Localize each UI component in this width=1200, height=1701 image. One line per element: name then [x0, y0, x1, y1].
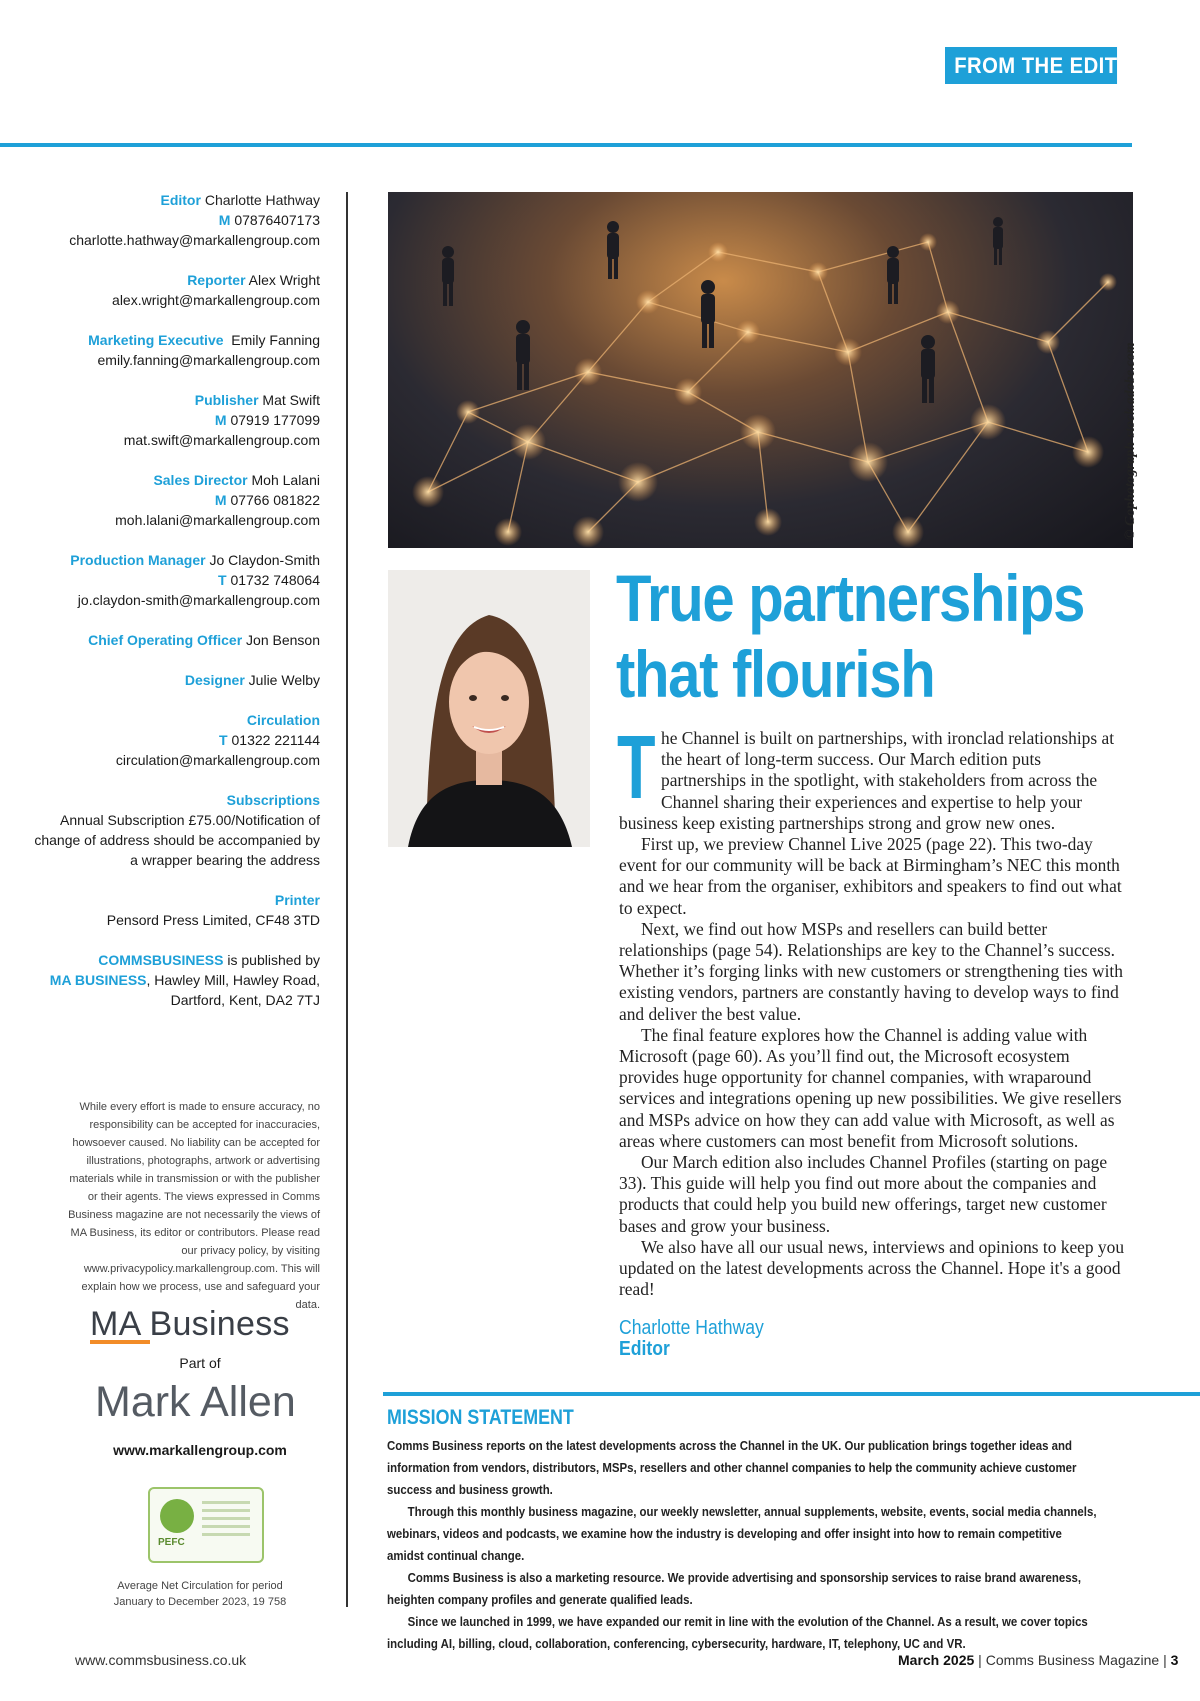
- footer-issue-info: [898, 1652, 1179, 1668]
- article-paragraph: [617, 718, 1130, 834]
- portrait-illustration: [388, 570, 590, 847]
- article-paragraph: First up, we preview Channel Live 2025 (page 22). This two-day event for our community will be back at Birmingham’s NEC this month and we hear from the organiser, exhibitors and speakers to find out what to expect.: [619, 834, 1122, 918]
- phone-number: 07919 177099: [230, 412, 320, 428]
- photo-credit: © Gophotograph-stock.adobe.com: [1123, 342, 1138, 540]
- masthead-publisher: [20, 390, 320, 450]
- role-label: Reporter: [187, 272, 246, 288]
- masthead-editor: [20, 190, 320, 250]
- printer-text: Pensord Press Limited, CF48 3TD: [106, 912, 320, 928]
- email-link[interactable]: mat.swift@markallengroup.com: [123, 432, 320, 448]
- email-link[interactable]: jo.claydon-smith@markallengroup.com: [77, 592, 320, 608]
- subscription-text: a wrapper bearing the address: [130, 852, 320, 868]
- subscription-text: Annual Subscription £75.00/Notification of: [60, 812, 320, 828]
- person-name: Julie Welby: [248, 672, 320, 688]
- phone-label: T: [219, 732, 228, 748]
- person-name: Charlotte Hathway: [204, 192, 320, 208]
- pefc-label: PEFC: [158, 1537, 185, 1548]
- pefc-fine-print: [202, 1501, 250, 1541]
- editor-portrait: [388, 570, 590, 847]
- masthead-subscriptions: [20, 790, 320, 870]
- brand-name: COMMSBUSINESS: [98, 952, 224, 968]
- role-label: Sales Director: [153, 472, 248, 488]
- address-line: , Hawley Mill, Hawley Road,: [146, 972, 320, 988]
- phone-label: T: [218, 572, 227, 588]
- mission-title: MISSION STATEMENT: [387, 1406, 574, 1429]
- mark-allen-website-link[interactable]: www.markallengroup.com: [113, 1442, 287, 1458]
- masthead-printer: [20, 890, 320, 930]
- masthead-designer: [20, 670, 320, 690]
- phone-label: M: [218, 212, 231, 228]
- phone-number: 01732 748064: [230, 572, 320, 588]
- footer-separator: |: [978, 1652, 982, 1668]
- person-name: Jon Benson: [246, 632, 320, 648]
- person-name: Jo Claydon-Smith: [209, 552, 320, 568]
- circulation-note-line: January to December 2023, 19 758: [113, 1596, 287, 1608]
- role-label: Production Manager: [70, 552, 206, 568]
- masthead-publisher-info: [20, 950, 320, 1010]
- role-label: Printer: [274, 892, 320, 908]
- circulation-note-line: Average Net Circulation for period: [117, 1580, 283, 1592]
- headline-line: True partnerships: [616, 561, 1085, 635]
- email-link[interactable]: alex.wright@markallengroup.com: [112, 292, 320, 308]
- mission-paragraph: Comms Business reports on the latest developments across the Channel in the UK. Our publication brings together ideas and information from vendors, distributors, MSPs, resellers and other channel companies to help the community achieve customer success and business growth.: [387, 1438, 1077, 1497]
- address-line: Dartford, Kent, DA2 7TJ: [170, 992, 320, 1008]
- signoff-name: Charlotte Hathway: [619, 1317, 764, 1339]
- section-badge: [945, 47, 1173, 84]
- magazine-name: Comms Business Magazine: [985, 1652, 1160, 1668]
- email-link[interactable]: charlotte.hathway@markallengroup.com: [69, 232, 320, 248]
- pefc-tree-icon: [160, 1499, 194, 1533]
- article-paragraph: We also have all our usual news, interviews and opinions to keep you updated on the latest developments across the Channel. Hope it's a good read!: [619, 1236, 1125, 1300]
- phone-label: M: [214, 492, 227, 508]
- role-label: Designer: [184, 672, 245, 688]
- phone-label: M: [214, 412, 227, 428]
- paragraph-text: he Channel is built on partnerships, with ironclad relationships at the heart of long-term success. Our March edition puts partnerships in the spotlight, with stakeholders from across the Channel sharing their experiences and expertise to help your business keep existing partnerships strong and grow new ones.: [619, 728, 1115, 833]
- masthead-sidebar: [20, 190, 320, 1030]
- pefc-certification-badge: [148, 1487, 264, 1563]
- section-label: FROM THE EDITOR: [954, 53, 1149, 78]
- pencil-icon: ✎: [1157, 57, 1173, 77]
- drop-cap: T: [617, 718, 656, 818]
- vertical-divider: [346, 192, 348, 1607]
- role-label: Subscriptions: [226, 792, 320, 808]
- role-label: Chief Operating Officer: [88, 632, 243, 648]
- disclaimer-text: While every effort is made to ensure accuracy, no responsibility can be accepted for inaccuracies, howsoever caused. No liability can be accepted for illustrations, photographs, artwork or advertising materials while in transmission or with the publisher or their agents. The views expressed in Comms Business magazine are not necessarily the views of MA Business, its editor or contributors. Please read our privacy policy, by visiting www.privacypolicy.markallengroup.com. This will explain how we process, use and safeguard your data.: [68, 1101, 320, 1311]
- masthead-sales: [20, 470, 320, 530]
- network-illustration: [388, 192, 1133, 548]
- circulation-note: [100, 1578, 300, 1610]
- role-label: Circulation: [246, 712, 320, 728]
- top-divider: [0, 143, 1132, 147]
- page-number: 3: [1170, 1652, 1179, 1668]
- mission-paragraph: Comms Business is also a marketing resource. We provide advertising and sponsorship services to raise brand awareness, heighten company profiles and generate qualified leads.: [387, 1570, 1082, 1607]
- article-headline: [616, 560, 1085, 712]
- company-name: MA BUSINESS: [49, 972, 147, 988]
- phone-number: 07766 081822: [230, 492, 320, 508]
- email-link[interactable]: moh.lalani@markallengroup.com: [115, 512, 320, 528]
- email-link[interactable]: emily.fanning@markallengroup.com: [97, 352, 320, 368]
- phone-number: 01322 221144: [231, 732, 320, 748]
- footer-site-link[interactable]: www.commsbusiness.co.uk: [75, 1652, 247, 1668]
- phone-number: 07876407173: [234, 212, 320, 228]
- published-by-text: is published by: [227, 952, 320, 968]
- person-name: Moh Lalani: [251, 472, 320, 488]
- signoff-title: Editor: [619, 1338, 670, 1360]
- email-link[interactable]: circulation@markallengroup.com: [115, 752, 320, 768]
- issue-date: March 2025: [898, 1652, 975, 1668]
- masthead-coo: [20, 630, 320, 650]
- subscription-text: change of address should be accompanied by: [34, 832, 320, 848]
- mark-allen-logo: Mark Allen: [95, 1378, 296, 1426]
- ma-business-logo: [90, 1305, 310, 1344]
- article-paragraph: Our March edition also includes Channel Profiles (starting on page 33). This guide will help you find out more about the companies and products that could help you build new offerings, target new customer bases and grow your business.: [619, 1152, 1108, 1236]
- person-name: Emily Fanning: [231, 332, 320, 348]
- article-signoff: [619, 1318, 764, 1360]
- person-name: Mat Swift: [262, 392, 320, 408]
- footer-separator: |: [1163, 1652, 1167, 1668]
- headline-line: that flourish: [616, 637, 935, 711]
- masthead-circulation: [20, 710, 320, 770]
- role-label: Editor: [160, 192, 201, 208]
- masthead-marketing: [20, 330, 320, 370]
- mission-divider: [383, 1392, 1200, 1396]
- article-paragraph: The final feature explores how the Channel is adding value with Microsoft (page 60). As you’ll find out, the Microsoft ecosystem provides huge opportunity for channel companies, with wraparound services and integrations opening up new possibilities. We give resellers and MSPs advice on how they can add value with Microsoft, as well as areas where customers can most benefit from Microsoft solutions.: [619, 1024, 1122, 1151]
- masthead-reporter: [20, 270, 320, 310]
- mission-paragraph: Since we launched in 1999, we have expanded our remit in line with the evolution of the Channel. As a result, we cover topics including AI, billing, cloud, collaboration, conferencing, cybersecurity, hardware, IT, telephony, UC and VR.: [387, 1614, 1088, 1651]
- article-body: [617, 718, 1130, 1300]
- ma-business-wordmark: MA Business: [90, 1305, 290, 1343]
- role-label: Publisher: [194, 392, 259, 408]
- mission-body: [387, 1435, 1101, 1655]
- person-name: Alex Wright: [248, 272, 320, 288]
- part-of-text: Part of: [179, 1355, 221, 1371]
- masthead-production: [20, 550, 320, 610]
- mission-paragraph: Through this monthly business magazine, our weekly newsletter, annual supplements, website, events, social media channels, webinars, videos and podcasts, we examine how the industry is developing and offer insight into how to remain competitive amidst continual change.: [387, 1504, 1097, 1563]
- article-paragraph: Next, we find out how MSPs and resellers can build better relationships (page 54). Relationships are key to the Channel’s success. Whether it’s forging links with new customers or strengthening ties with existing vendors, partners are constantly having to develop ways to find and deliver the best value.: [619, 918, 1123, 1024]
- role-label: Marketing Executive: [88, 332, 224, 348]
- hero-network-image: [388, 192, 1133, 548]
